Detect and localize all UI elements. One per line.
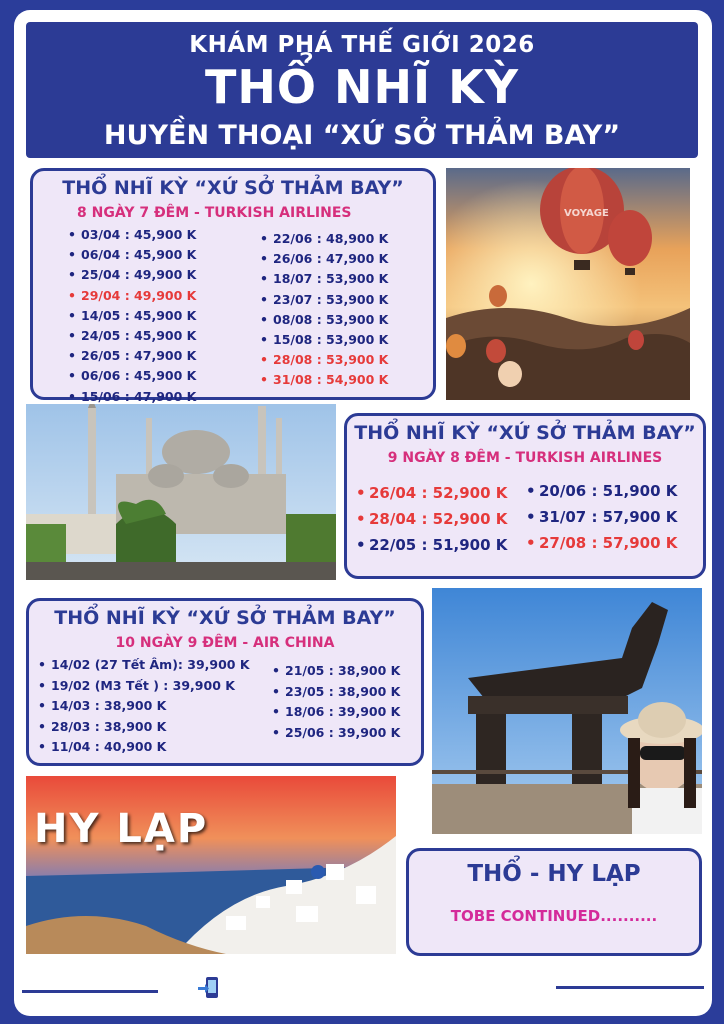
date-item: • 14/03 : 38,900 K [51, 696, 250, 717]
tour-title: THỔ NHĨ KỲ “XỨ SỞ THẢM BAY” [354, 422, 696, 444]
date-item: • 06/04 : 45,900 K [81, 245, 196, 265]
date-item: • 24/05 : 45,900 K [81, 326, 196, 346]
tour-title: THỔ NHĨ KỲ “XỨ SỞ THẢM BAY” [54, 607, 396, 629]
date-list-left [369, 480, 507, 558]
balloon-text: VOYAGE [564, 208, 609, 219]
header-title: THỔ NHĨ KỲ [204, 60, 520, 114]
date-item: • 28/03 : 38,900 K [51, 717, 250, 738]
footer-line-left [22, 990, 158, 993]
tour-10-days-panel [26, 598, 424, 766]
blue-mosque-photo [26, 404, 336, 580]
date-item-highlight: • 28/08 : 53,900 K [273, 350, 388, 370]
date-list-left [51, 655, 250, 758]
date-item: • 25/06 : 39,900 K [285, 723, 400, 744]
date-item: • 22/05 : 51,900 K [369, 532, 507, 558]
footer-line-right [556, 986, 704, 989]
date-list-left [81, 225, 196, 407]
date-item: • 23/05 : 38,900 K [285, 682, 400, 703]
header-banner [26, 22, 698, 158]
date-item: • 18/07 : 53,900 K [273, 269, 388, 289]
tour-subtitle: 8 NGÀY 7 ĐÊM - TURKISH AIRLINES [77, 205, 352, 221]
date-item: • 25/04 : 49,900 K [81, 265, 196, 285]
date-item: • 20/06 : 51,900 K [539, 478, 677, 504]
date-item: • 08/08 : 53,900 K [273, 310, 388, 330]
date-item: • 03/04 : 45,900 K [81, 225, 196, 245]
date-item-highlight: • 31/08 : 54,900 K [273, 370, 388, 390]
date-item: • 23/07 : 53,900 K [273, 290, 388, 310]
tho-hy-lap-panel [406, 848, 702, 956]
date-item: • 21/05 : 38,900 K [285, 661, 400, 682]
date-list-right [539, 478, 677, 556]
header-line1: KHÁM PHÁ THẾ GIỚI 2026 [189, 32, 535, 58]
header-subtitle: HUYỀN THOẠI “XỨ SỞ THẢM BAY” [103, 120, 621, 151]
cappadocia-balloon-photo [446, 168, 690, 400]
tour-8-days-panel [30, 168, 436, 404]
date-item: • 26/05 : 47,900 K [81, 346, 196, 366]
tour-title: THỔ NHĨ KỲ “XỨ SỞ THẢM BAY” [62, 177, 404, 199]
date-item: • 19/02 (M3 Tết ) : 39,900 K [51, 676, 250, 697]
date-item: • 11/04 : 40,900 K [51, 737, 250, 758]
tour-subtitle: TOBE CONTINUED.......... [450, 907, 658, 925]
greece-overlay-text: HY LẠP [34, 806, 209, 852]
tour-subtitle: 9 NGÀY 8 ĐÊM - TURKISH AIRLINES [387, 450, 663, 466]
date-item: • 22/06 : 48,900 K [273, 229, 388, 249]
date-item: • 15/08 : 53,900 K [273, 330, 388, 350]
date-item: • 15/06 : 47,900 K [81, 387, 196, 407]
tour-9-days-panel [344, 413, 706, 579]
date-list-right [273, 229, 388, 391]
date-item: • 18/06 : 39,900 K [285, 702, 400, 723]
date-item: • 14/02 (27 Tết Âm): 39,900 K [51, 655, 250, 676]
date-item-highlight: • 26/04 : 52,900 K [369, 480, 507, 506]
greece-santorini-photo [26, 776, 396, 954]
date-item-highlight: • 28/04 : 52,900 K [369, 506, 507, 532]
date-item: • 31/07 : 57,900 K [539, 504, 677, 530]
date-item-highlight: • 29/04 : 49,900 K [81, 286, 196, 306]
trojan-horse-photo [432, 588, 702, 834]
tour-subtitle: 10 NGÀY 9 ĐÊM - AIR CHINA [115, 635, 335, 651]
date-list-right [285, 661, 400, 743]
phone-icon[interactable] [198, 976, 220, 1000]
tour-title: THỔ - HY LẠP [467, 861, 641, 887]
date-item: • 14/05 : 45,900 K [81, 306, 196, 326]
date-item: • 06/06 : 45,900 K [81, 366, 196, 386]
date-item: • 26/06 : 47,900 K [273, 249, 388, 269]
date-item-highlight: • 27/08 : 57,900 K [539, 530, 677, 556]
